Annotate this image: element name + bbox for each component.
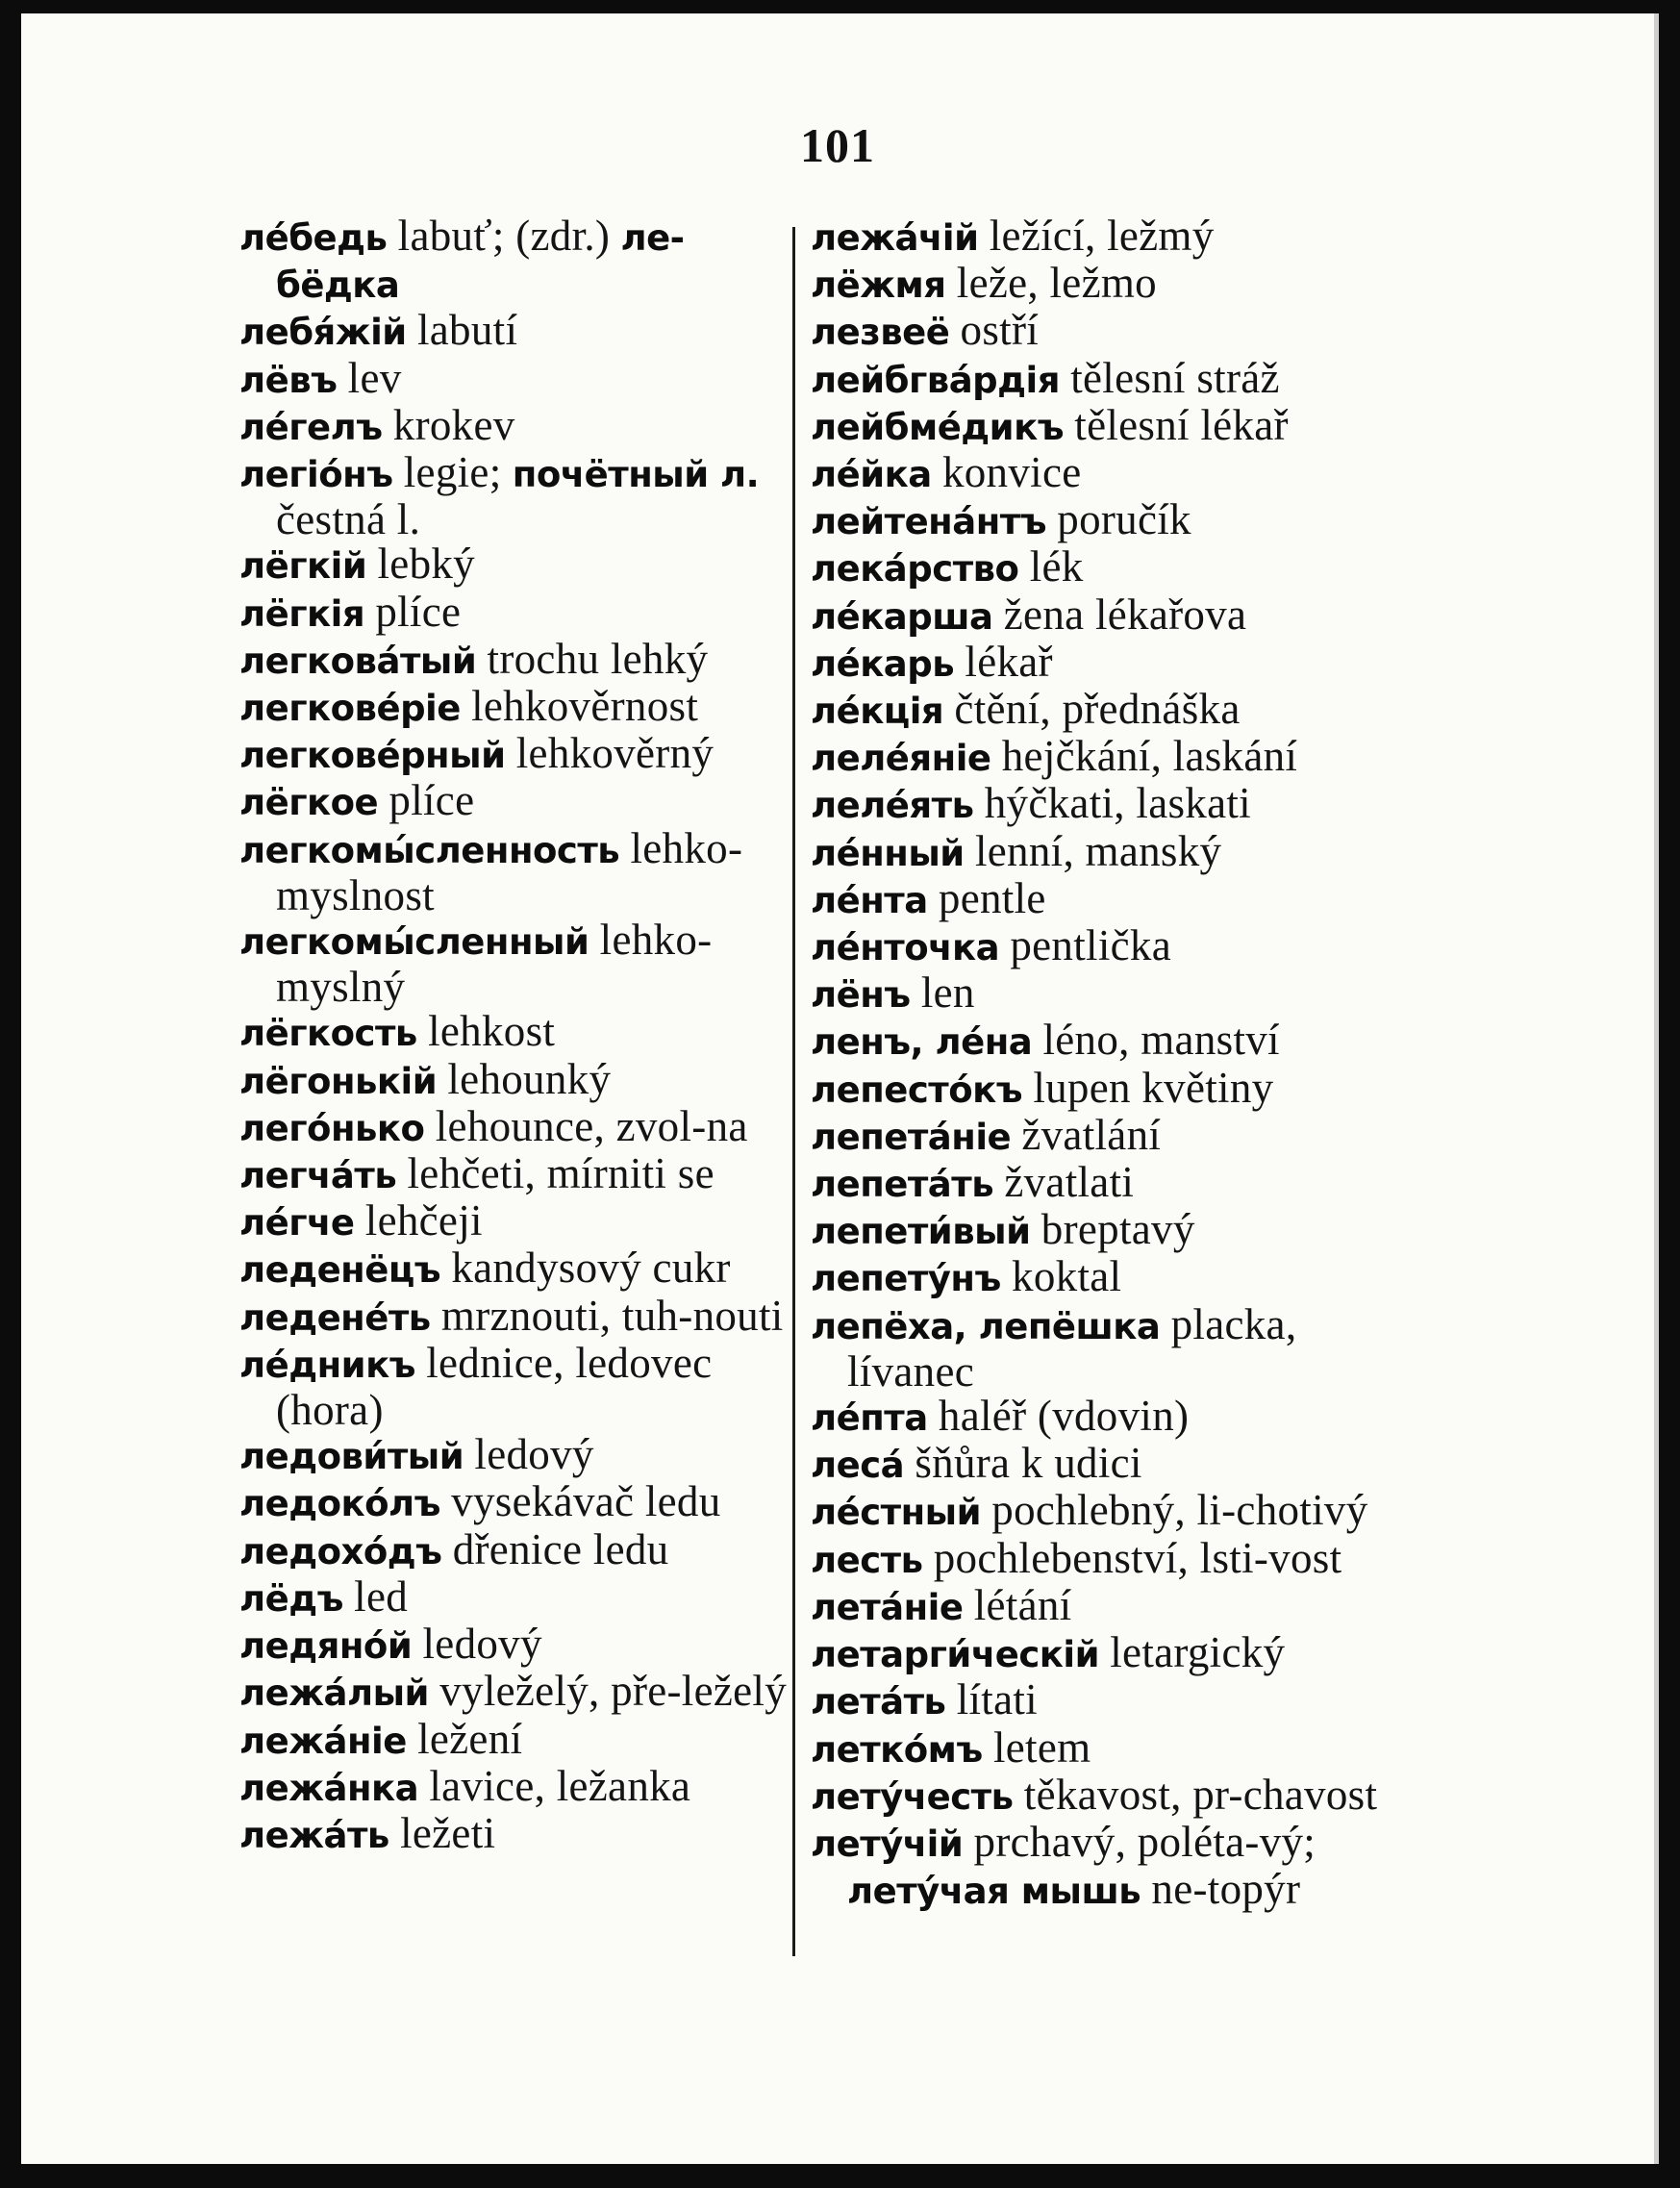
entry-gloss: tělesní lékař <box>1074 400 1289 449</box>
dictionary-entry <box>239 1714 805 1764</box>
entry-headword: ле́пта <box>811 1397 928 1440</box>
entry-gloss: hýčkati, laskati <box>984 779 1251 828</box>
dictionary-entry <box>239 684 805 731</box>
entry-gloss: labutí <box>416 306 518 355</box>
entry-headword: леса́ <box>811 1445 905 1487</box>
entry-headword: легкомы́сленность <box>239 829 620 871</box>
entry-headword: лёгкость <box>239 1013 417 1055</box>
entry-gloss: vyleželý, pře-leželý <box>439 1667 788 1716</box>
dictionary-entry <box>811 1254 1380 1301</box>
dictionary-entry <box>811 1110 1380 1160</box>
dictionary-entry <box>239 1338 805 1435</box>
entry-subgloss: ne-topýr <box>1151 1865 1301 1914</box>
entry-gloss: pentle <box>938 873 1046 922</box>
dictionary-entry <box>239 1622 805 1669</box>
entry-headword: ледови́тый <box>239 1436 464 1478</box>
entry-gloss: těkavost, pr-chavost <box>1023 1770 1378 1819</box>
entry-gloss: prchavý, poléta-vý; <box>973 1817 1316 1866</box>
entry-headword: лежа́нка <box>239 1767 419 1809</box>
dictionary-entry <box>811 1677 1380 1724</box>
dictionary-entry <box>811 734 1380 781</box>
entry-gloss: mrznouti, tuh-nouti <box>440 1291 784 1340</box>
entry-headword: лежа́ніе <box>239 1720 407 1762</box>
dictionary-entry <box>811 1725 1380 1773</box>
dictionary-entry <box>239 634 805 684</box>
entry-gloss: trochu lehký <box>487 634 709 683</box>
dictionary-entry <box>239 1808 805 1858</box>
entry-headword: лёгкое <box>239 782 379 824</box>
entry-headword: лего́нько <box>239 1107 425 1149</box>
dictionary-entry <box>811 450 1380 497</box>
entry-headword: лека́рство <box>811 548 1019 591</box>
entry-headword: ледяно́й <box>239 1625 413 1668</box>
entry-headword: лейтена́нтъ <box>811 501 1047 543</box>
dictionary-entry <box>811 1580 1380 1630</box>
dictionary-entry <box>811 592 1380 640</box>
dictionary-entry <box>239 1198 805 1245</box>
entry-gloss: tělesní stráž <box>1070 353 1280 402</box>
entry-gloss: žvatlati <box>1004 1158 1135 1207</box>
dictionary-entry <box>239 778 805 825</box>
dictionary-entry <box>811 1630 1380 1677</box>
entry-headword: лейбгва́рдія <box>811 359 1060 401</box>
dictionary-entry <box>239 1009 805 1056</box>
entry-gloss: létání <box>973 1580 1072 1629</box>
entry-gloss: haléř (vdovin) <box>938 1392 1190 1441</box>
entry-headword: лету́честь <box>811 1775 1014 1818</box>
entry-headword: лепета́ть <box>811 1164 994 1206</box>
entry-gloss: lehkověrný <box>515 729 715 778</box>
entry-headword: лебя́жій <box>239 312 407 354</box>
entry-gloss: ostří <box>960 306 1040 355</box>
entry-gloss: placka, lívanec <box>847 1299 1297 1396</box>
entry-gloss: lehko-myslnost <box>276 823 743 919</box>
dictionary-entry <box>239 1054 805 1104</box>
dictionary-entry <box>811 1488 1380 1535</box>
entry-gloss: dřenice ledu <box>452 1524 669 1573</box>
entry-gloss: letem <box>992 1723 1091 1772</box>
dictionary-entry <box>239 1669 805 1716</box>
entry-gloss: letargický <box>1110 1628 1286 1677</box>
entry-gloss: vysekávač ledu <box>451 1477 721 1526</box>
dictionary-entry <box>811 1441 1380 1488</box>
dictionary-entry <box>239 823 805 919</box>
dictionary-entry <box>811 923 1380 970</box>
entry-gloss: ležení <box>417 1714 523 1763</box>
entry-gloss: žena lékařova <box>1003 590 1247 639</box>
entry-gloss: led <box>354 1572 409 1621</box>
entry-gloss: lupen květiny <box>1033 1063 1274 1112</box>
entry-gloss: breptavý <box>1041 1205 1195 1254</box>
dictionary-entry <box>811 214 1380 261</box>
entry-gloss: lebký <box>377 540 475 589</box>
entry-gloss: lev <box>347 353 402 402</box>
entry-headword: ле́стный <box>811 1492 982 1534</box>
entry-headword: ле́карь <box>811 642 955 685</box>
dictionary-entry <box>239 308 805 355</box>
dictionary-entry <box>811 544 1380 591</box>
entry-gloss: plíce <box>389 776 475 825</box>
entry-subheadword: почётный л. <box>512 454 760 496</box>
entry-headword: лесть <box>811 1539 923 1581</box>
entry-headword: лепету́нъ <box>811 1258 1001 1300</box>
entry-gloss: čtění, přednáška <box>954 685 1241 734</box>
entry-subgloss: čestná l. <box>276 495 421 544</box>
entry-gloss: lehkověrnost <box>471 682 699 731</box>
dictionary-entry <box>811 1533 1380 1583</box>
dictionary-entry <box>239 448 805 544</box>
entry-headword: леденёцъ <box>239 1249 441 1292</box>
dictionary-entry <box>811 400 1380 450</box>
entry-gloss: ležeti <box>400 1808 496 1857</box>
entry-gloss: lehko-myslný <box>276 916 713 1012</box>
entry-headword: лежа́чій <box>811 217 979 259</box>
right-column <box>811 214 1380 1914</box>
dictionary-entry <box>811 970 1380 1018</box>
entry-gloss: lékař <box>965 637 1053 686</box>
entry-gloss: krokev <box>392 400 515 449</box>
entry-headword: легкомы́сленный <box>239 921 589 964</box>
entry-headword: ле́нный <box>811 832 965 874</box>
entry-headword: легча́ть <box>239 1155 397 1197</box>
dictionary-entry <box>811 353 1380 403</box>
entry-gloss: hejčkání, laskání <box>1001 732 1298 781</box>
entry-gloss: kandysový cukr <box>451 1244 731 1293</box>
entry-gloss: lítati <box>956 1675 1038 1724</box>
dictionary-entry <box>239 214 805 308</box>
dictionary-entry <box>811 873 1380 923</box>
entry-headword: лёгкія <box>239 592 365 635</box>
dictionary-entry <box>811 637 1380 687</box>
dictionary-entry <box>811 1207 1380 1254</box>
left-column <box>239 214 805 1858</box>
entry-gloss: ležící, ležmý <box>989 212 1215 260</box>
entry-gloss: len <box>920 968 975 1018</box>
entry-gloss: šňůra k udici <box>915 1439 1142 1488</box>
entry-gloss: lavice, ležanka <box>429 1761 691 1810</box>
entry-headword: лета́ніе <box>811 1586 964 1628</box>
entry-headword: легкове́ріе <box>239 688 461 730</box>
entry-headword: ле́дникъ <box>239 1344 415 1386</box>
entry-gloss: lednice, ledovec (hora) <box>276 1338 713 1435</box>
entry-headword: ле́йка <box>811 454 932 496</box>
dictionary-entry <box>811 1299 1380 1396</box>
entry-headword: лежа́лый <box>239 1672 429 1715</box>
entry-gloss: labuť; (zdr.) <box>397 212 611 260</box>
dictionary-entry <box>239 916 805 1012</box>
entry-gloss: plíce <box>375 587 462 636</box>
entry-headword: легіо́нъ <box>239 454 393 496</box>
entry-gloss: lehounce, zvol-na <box>435 1101 748 1150</box>
entry-headword: лёнъ <box>811 974 911 1017</box>
entry-headword: лету́чій <box>811 1823 964 1865</box>
dictionary-entry <box>239 731 805 778</box>
dictionary-entry <box>239 353 805 403</box>
dictionary-entry <box>239 1291 805 1341</box>
entry-headword: лепёха, лепёшка <box>811 1305 1161 1347</box>
entry-headword: лепети́вый <box>811 1211 1031 1253</box>
entry-headword: лёгонькій <box>239 1060 438 1102</box>
entry-headword: летарги́ческій <box>811 1634 1099 1676</box>
entry-gloss: leže, ležmo <box>956 259 1157 308</box>
entry-headword: ле́бедь <box>239 217 388 259</box>
entry-gloss: ledový <box>474 1430 594 1479</box>
dictionary-entry <box>811 1018 1380 1065</box>
entry-gloss: ledový <box>422 1620 542 1669</box>
dictionary-entry <box>239 1761 805 1811</box>
dictionary-entry <box>239 541 805 589</box>
dictionary-entry <box>239 1432 805 1479</box>
dictionary-entry <box>239 1479 805 1526</box>
entry-headword: ле́гче <box>239 1202 355 1245</box>
entry-headword: лепета́ніе <box>811 1116 1012 1158</box>
entry-gloss: lehčeti, mírniti se <box>407 1149 715 1198</box>
entry-headword: ледене́ть <box>239 1296 431 1339</box>
entry-headword: ле́гелъ <box>239 406 383 448</box>
dictionary-entry <box>239 1574 805 1622</box>
entry-headword: лёгкій <box>239 545 367 588</box>
entry-headword: ле́карша <box>811 595 993 638</box>
entry-gloss: lehkost <box>428 1007 556 1056</box>
dictionary-entry <box>239 400 805 450</box>
entry-gloss: koktal <box>1012 1252 1122 1301</box>
dictionary-entry <box>811 1394 1380 1441</box>
entry-headword: ледоко́лъ <box>239 1483 440 1525</box>
entry-headword: легкове́рный <box>239 735 506 777</box>
dictionary-entry <box>811 308 1380 355</box>
dictionary-entry <box>811 781 1380 828</box>
entry-gloss: poručík <box>1057 495 1191 544</box>
entry-headword: ле́кція <box>811 691 944 733</box>
entry-headword: летко́мъ <box>811 1728 983 1771</box>
entry-headword: ледохо́дъ <box>239 1530 442 1572</box>
entry-gloss: žvatlání <box>1021 1110 1162 1159</box>
entry-headword: ле́нточка <box>811 927 1000 969</box>
entry-subheadword: лету́чая мышь <box>847 1871 1141 1913</box>
entry-gloss: konvice <box>941 448 1082 497</box>
dictionary-entry <box>239 1245 805 1293</box>
dictionary-entry <box>811 497 1380 544</box>
dictionary-entry <box>239 1524 805 1574</box>
dictionary-entry <box>811 826 1380 876</box>
dictionary-entry <box>811 687 1380 734</box>
dictionary-entry <box>239 1101 805 1151</box>
entry-gloss: léno, manství <box>1042 1016 1280 1065</box>
dictionary-page <box>21 13 1659 2164</box>
dictionary-entry <box>811 1160 1380 1207</box>
dictionary-entry <box>811 261 1380 308</box>
entry-headword: лейбме́дикъ <box>811 406 1065 448</box>
dictionary-entry <box>811 1063 1380 1113</box>
entry-headword: лёжмя <box>811 264 946 307</box>
entry-headword: лёдъ <box>239 1577 343 1620</box>
page-number: 101 <box>800 118 875 172</box>
entry-headword: лежа́ть <box>239 1814 389 1856</box>
entry-gloss: lehounký <box>447 1054 612 1103</box>
entry-gloss: lék <box>1029 542 1084 591</box>
entry-headword: лёвъ <box>239 359 338 401</box>
dictionary-entry <box>811 1817 1380 1914</box>
entry-headword: ленъ, ле́на <box>811 1021 1033 1064</box>
entry-headword: лезвеё <box>811 312 950 354</box>
dictionary-entry <box>239 587 805 637</box>
entry-headword: лепесто́къ <box>811 1069 1023 1111</box>
entry-headword: леле́ять <box>811 785 974 827</box>
entry-gloss: legie; <box>403 448 502 497</box>
dictionary-entry <box>239 1151 805 1198</box>
entry-headword: лета́ть <box>811 1681 946 1723</box>
entry-gloss: pochlebný, li-chotivý <box>991 1486 1368 1535</box>
entry-headword: легкова́тый <box>239 640 477 682</box>
entry-gloss: lehčeji <box>364 1196 483 1245</box>
entry-gloss: pentlička <box>1010 921 1171 970</box>
entry-subheadword: ле-бёдка <box>276 217 685 307</box>
entry-headword: леле́яніе <box>811 738 991 780</box>
entry-gloss: lenní, manský <box>974 826 1222 875</box>
entry-headword: ле́нта <box>811 879 928 921</box>
entry-gloss: pochlebenství, lsti-vost <box>933 1533 1342 1582</box>
dictionary-entry <box>811 1770 1380 1820</box>
